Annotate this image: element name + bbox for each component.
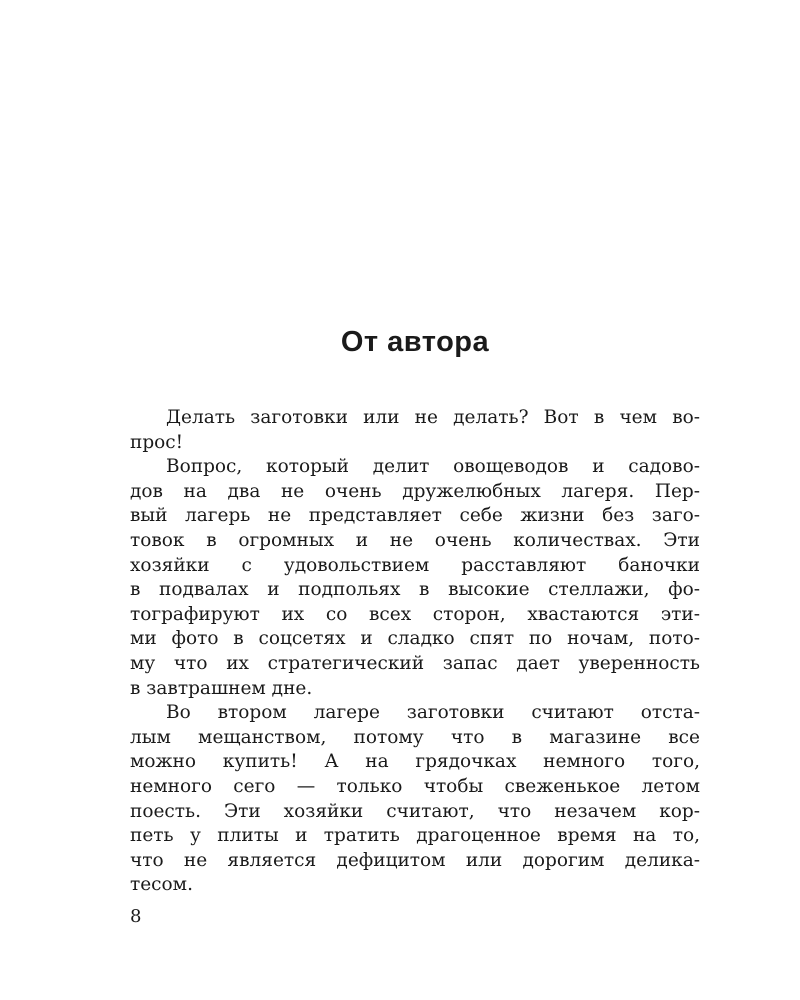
- text-line: лым мещанством, потому что в магазине все: [130, 726, 700, 748]
- text-line: тесом.: [130, 874, 193, 896]
- text-line: хозяйки с удовольствием расставляют баночки: [130, 554, 700, 576]
- chapter-title: От автора: [340, 326, 490, 358]
- text-line: в завтрашнем дне.: [130, 677, 313, 699]
- text-line: можно купить! А на грядочках немного того,: [130, 751, 700, 773]
- text-line: Во втором лагере заготовки считают отста-: [166, 702, 700, 724]
- text-line: товок в огромных и не очень количествах. Эти: [130, 529, 700, 551]
- paragraph-2: [130, 455, 700, 701]
- text-line: что не является дефицитом или дорогим делика-: [130, 849, 700, 871]
- paragraph-3: [130, 701, 700, 898]
- text-line: поесть. Эти хозяйки считают, что незачем кор-: [130, 800, 700, 822]
- text-line: Делать заготовки или не делать? Вот в чем во-: [166, 407, 700, 428]
- text-line: тографируют их со всех сторон, хвастаются эти-: [130, 603, 700, 625]
- text-line: Вопрос, который делит овощеводов и садово-: [166, 456, 700, 478]
- text-line: дов на два не очень дружелюбных лагеря. Пер-: [130, 480, 700, 502]
- text-line: в подвалах и подпольях в высокие стеллажи, фо-: [130, 579, 700, 601]
- paragraph-1: [130, 406, 700, 455]
- text-line: прос!: [130, 431, 184, 453]
- page-number: 8: [130, 906, 142, 927]
- text-line: ми фото в соцсетях и сладко спят по ночам, пото-: [130, 628, 700, 650]
- text-line: немного сего — только чтобы свеженькое летом: [130, 775, 700, 797]
- text-line: петь у плиты и тратить драгоценное время на то,: [130, 825, 700, 847]
- text-line: му что их стратегический запас дает уверенность: [130, 652, 700, 674]
- body-text: [130, 406, 700, 898]
- text-line: вый лагерь не представляет себе жизни без заго-: [130, 505, 700, 527]
